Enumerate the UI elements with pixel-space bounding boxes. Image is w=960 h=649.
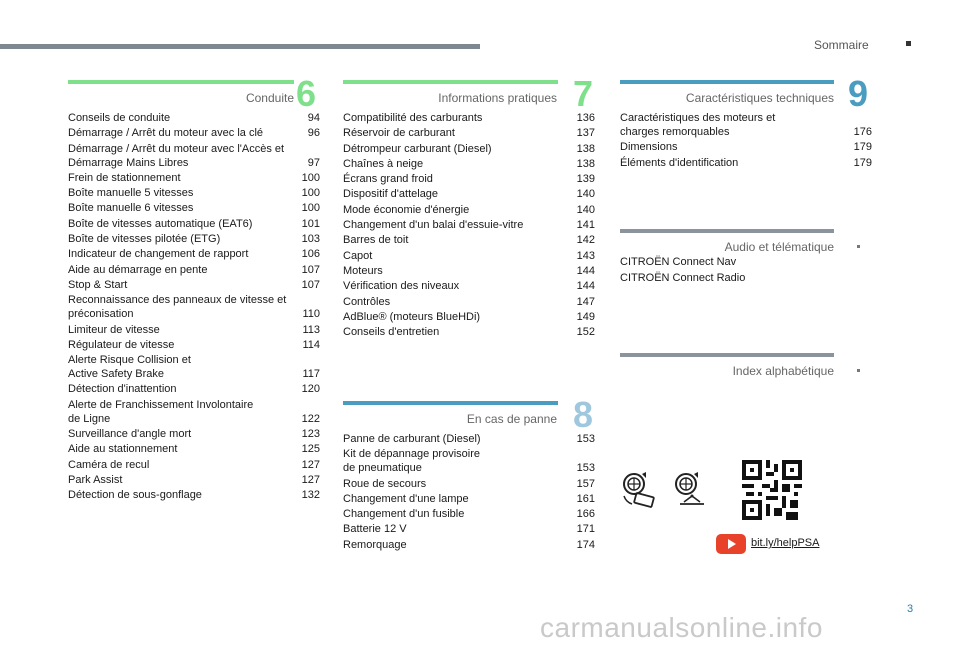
toc-entry-page: 144 <box>576 280 595 293</box>
section-title[interactable]: Index alphabétique <box>732 364 834 378</box>
toc-entry[interactable] <box>68 398 320 426</box>
toc-entry[interactable] <box>68 111 320 125</box>
toc-entry-title: Stop & Start <box>68 278 128 291</box>
toc-entry-page: 122 <box>301 412 320 425</box>
toc-entry[interactable] <box>343 279 595 293</box>
toc-entry-title: Détrompeur carburant (Diesel) <box>343 142 492 155</box>
summary-link[interactable]: Sommaire <box>814 38 869 52</box>
toc-entry[interactable] <box>68 186 320 200</box>
toc-entry-title: Remorquage <box>343 538 407 551</box>
toc-entry[interactable] <box>68 201 320 215</box>
section-title[interactable]: Audio et télématique <box>724 240 834 254</box>
toc-entry[interactable] <box>343 522 595 536</box>
toc-entry-page: 96 <box>307 127 320 140</box>
section-title[interactable]: En cas de panne <box>466 412 557 426</box>
toc-entry-page: 101 <box>301 217 320 230</box>
toc-entry-page: 106 <box>301 248 320 261</box>
toc-entry[interactable] <box>343 295 595 309</box>
toc-entry-page: 139 <box>576 173 595 186</box>
audio-item[interactable]: CITROËN Connect Nav <box>620 256 737 268</box>
toc-list-informations-pratiques <box>343 111 595 340</box>
toc-entry[interactable] <box>343 538 595 552</box>
toc-entry-page: 107 <box>301 263 320 276</box>
toc-entry-title: AdBlue® (moteurs BlueHDi) <box>343 310 481 323</box>
toc-entry-title: Park Assist <box>68 473 123 486</box>
toc-entry-page: 114 <box>302 338 320 351</box>
toc-entry-page: 153 <box>576 462 595 475</box>
toc-entry-page: 161 <box>576 492 595 505</box>
toc-entry[interactable] <box>343 126 595 140</box>
toc-entry-page: 149 <box>576 310 595 323</box>
watermark: carmanualsonline.info <box>540 612 823 643</box>
toc-entry-page: 132 <box>301 489 320 502</box>
toc-entry[interactable] <box>68 263 320 277</box>
toc-entry[interactable] <box>343 325 595 339</box>
toc-entry-page: 117 <box>302 368 320 381</box>
toc-entry-page: 174 <box>576 538 595 551</box>
toc-entry-page: 103 <box>301 233 320 246</box>
section-divider <box>620 229 834 233</box>
toc-entry-title: Réservoir de carburant <box>343 127 455 140</box>
toc-entry-page: 153 <box>576 433 595 445</box>
toc-entry-page: 138 <box>576 157 595 170</box>
top-progress-bar <box>0 44 480 49</box>
toc-entry-title: Changement d'une lampe <box>343 492 469 505</box>
toc-entry[interactable] <box>68 278 320 292</box>
toc-list-en-cas-de-panne <box>343 432 595 553</box>
toc-entry[interactable] <box>343 310 595 324</box>
toc-entry-title: Capot <box>343 249 373 262</box>
section-divider <box>620 80 834 84</box>
toc-entry-title: Démarrage / Arrêt du moteur avec la clé <box>68 127 264 140</box>
toc-entry[interactable] <box>343 233 595 247</box>
toc-entry[interactable] <box>343 492 595 506</box>
toc-entry-title: Détection d'inattention <box>68 383 177 396</box>
section-number: 8 <box>573 394 594 435</box>
section-divider <box>343 80 558 84</box>
toc-list-caracteristiques-techniques <box>620 111 872 171</box>
toc-entry[interactable] <box>68 293 320 321</box>
toc-entry-page: 176 <box>853 126 872 138</box>
toc-entry[interactable] <box>68 382 320 396</box>
toc-entry[interactable] <box>68 126 320 140</box>
toc-entry[interactable] <box>343 218 595 232</box>
toc-entry-page: 127 <box>301 458 320 471</box>
toc-entry-title: Caméra de recul <box>68 458 150 471</box>
help-link[interactable]: bit.ly/helpPSA <box>751 537 820 549</box>
section-number: 6 <box>296 73 317 114</box>
toc-entry[interactable] <box>343 187 595 201</box>
toc-entry-page: 141 <box>576 219 595 232</box>
qr-code-icon[interactable] <box>742 460 802 520</box>
toc-entry-page: 100 <box>301 187 320 200</box>
toc-entry[interactable] <box>68 353 320 381</box>
tire-toolbox-icon <box>620 470 660 510</box>
toc-entry-title: Moteurs <box>343 264 383 277</box>
toc-entry-title: Éléments d'identification <box>620 156 739 169</box>
toc-entry-page: 179 <box>853 141 872 154</box>
section-divider <box>343 401 558 405</box>
toc-entry-title: Démarrage / Arrêt du moteur avec l'Accès et Démarrage Mains Libres <box>68 142 285 169</box>
toc-entry-title: Chaînes à neige <box>343 157 424 170</box>
toc-entry[interactable] <box>343 432 595 446</box>
toc-entry-title: Boîte manuelle 6 vitesses <box>68 202 194 215</box>
toc-entry-title: Boîte manuelle 5 vitesses <box>68 187 194 200</box>
toc-entry-title: Aide au stationnement <box>68 443 178 456</box>
toc-entry-page: 100 <box>301 171 320 184</box>
toc-entry-title: Barres de toit <box>343 234 409 247</box>
toc-entry[interactable] <box>343 264 595 278</box>
section-marker-icon <box>857 245 860 248</box>
section-number: 9 <box>848 73 869 114</box>
page-number: 3 <box>907 603 914 615</box>
section-title[interactable]: Caractéristiques techniques <box>685 91 834 105</box>
toc-entry-title: Changement d'un balai d'essuie-vitre <box>343 219 524 232</box>
toc-entry[interactable] <box>68 232 320 246</box>
toc-entry[interactable] <box>68 217 320 231</box>
toc-entry-page: 125 <box>301 443 320 456</box>
section-divider <box>68 80 294 84</box>
toc-entry-page: 107 <box>301 278 320 291</box>
toc-entry[interactable] <box>343 447 595 475</box>
toc-entry-title: Boîte de vitesses pilotée (ETG) <box>68 233 221 246</box>
toc-entry-page: 127 <box>301 473 320 486</box>
toc-entry[interactable] <box>343 157 595 171</box>
toc-entry-page: 152 <box>576 326 595 339</box>
toc-entry-page: 147 <box>576 295 595 308</box>
toc-entry[interactable] <box>68 142 320 170</box>
toc-entry-title: Frein de stationnement <box>68 171 181 184</box>
toc-entry-page: 166 <box>576 508 595 521</box>
toc-entry-title: Dimensions <box>620 141 678 154</box>
toc-entry-page: 140 <box>576 203 595 216</box>
toc-entry-title: Panne de carburant (Diesel) <box>343 433 481 445</box>
toc-entry-page: 113 <box>302 323 320 336</box>
section-number: 7 <box>573 73 594 114</box>
toc-entry-page: 94 <box>307 112 320 124</box>
toc-entry[interactable] <box>68 323 320 337</box>
toc-entry-title: Mode économie d'énergie <box>343 203 470 216</box>
toc-entry-page: 142 <box>576 234 595 247</box>
section-divider <box>620 353 834 357</box>
toc-entry[interactable] <box>343 142 595 156</box>
toc-entry-title: Conseils de conduite <box>68 112 171 124</box>
toc-entry-page: 100 <box>301 202 320 215</box>
toc-entry-title: Écrans grand froid <box>343 173 433 186</box>
toc-entry-title: Boîte de vitesses automatique (EAT6) <box>68 217 253 230</box>
toc-entry[interactable] <box>68 488 320 502</box>
toc-entry[interactable] <box>68 338 320 352</box>
toc-entry-page: 137 <box>576 127 595 140</box>
toc-entry-title: Compatibilité des carburants <box>343 112 483 124</box>
audio-item[interactable]: CITROËN Connect Radio <box>620 271 746 284</box>
toc-entry-title: Alerte Risque Collision et Active Safety Brake <box>68 354 191 381</box>
toc-entry[interactable] <box>68 427 320 441</box>
toc-entry-title: Changement d'un fusible <box>343 508 465 521</box>
toc-entry-title: Reconnaissance des panneaux de vitesse et préconisation <box>68 294 287 321</box>
toc-entry[interactable] <box>68 458 320 472</box>
toc-entry-page: 157 <box>576 477 595 490</box>
toc-entry[interactable] <box>620 111 872 139</box>
toc-entry-title: Roue de secours <box>343 477 427 490</box>
section-marker-icon <box>857 369 860 372</box>
toc-entry[interactable] <box>343 507 595 521</box>
toc-entry-title: Vérification des niveaux <box>343 280 460 293</box>
toc-entry-page: 136 <box>576 112 595 124</box>
toc-entry-title: Détection de sous-gonflage <box>68 489 202 502</box>
toc-entry-title: Contrôles <box>343 295 391 308</box>
toc-entry-title: Aide au démarrage en pente <box>68 263 208 276</box>
toc-entry-page: 171 <box>576 523 595 536</box>
toc-entry[interactable] <box>68 171 320 185</box>
toc-entry-page: 120 <box>301 383 320 396</box>
toc-entry-title: Limiteur de vitesse <box>68 323 160 336</box>
toc-entry-title: Dispositif d'attelage <box>343 188 439 201</box>
audio-list <box>620 255 840 286</box>
toc-entry-title: Surveillance d'angle mort <box>68 428 192 441</box>
toc-entry[interactable] <box>343 172 595 186</box>
toc-entry-page: 144 <box>576 264 595 277</box>
toc-entry-title: Alerte de Franchissement Involontaire de Ligne <box>68 398 254 425</box>
toc-entry[interactable] <box>343 477 595 491</box>
toc-entry-page: 179 <box>853 156 872 169</box>
toc-entry[interactable] <box>68 442 320 456</box>
toc-entry[interactable] <box>620 156 872 170</box>
toc-entry[interactable] <box>343 249 595 263</box>
video-play-icon[interactable] <box>716 534 746 554</box>
toc-entry[interactable] <box>620 140 872 154</box>
toc-entry[interactable] <box>68 473 320 487</box>
toc-entry-title: Kit de dépannage provisoire de pneumatique <box>343 448 480 475</box>
toc-entry-title: Caractéristiques des moteurs et charges remorquables <box>620 112 776 138</box>
toc-entry-title: Conseils d'entretien <box>343 326 440 339</box>
toc-entry[interactable] <box>343 111 595 125</box>
toc-entry-page: 138 <box>576 142 595 155</box>
section-title[interactable]: Conduite <box>245 91 294 105</box>
toc-entry-title: Batterie 12 V <box>343 523 407 536</box>
toc-entry-page: 97 <box>307 156 320 169</box>
toc-entry[interactable] <box>68 247 320 261</box>
summary-marker-icon <box>906 41 911 46</box>
toc-entry-page: 140 <box>576 188 595 201</box>
toc-entry-page: 110 <box>302 308 320 321</box>
toc-entry-page: 123 <box>301 428 320 441</box>
tire-jack-icon <box>672 470 712 510</box>
toc-entry[interactable] <box>343 203 595 217</box>
toc-entry-title: Indicateur de changement de rapport <box>68 248 249 261</box>
section-title[interactable]: Informations pratiques <box>438 91 557 105</box>
toc-entry-title: Régulateur de vitesse <box>68 338 175 351</box>
toc-list-conduite <box>68 111 320 504</box>
toc-entry-page: 143 <box>576 249 595 262</box>
